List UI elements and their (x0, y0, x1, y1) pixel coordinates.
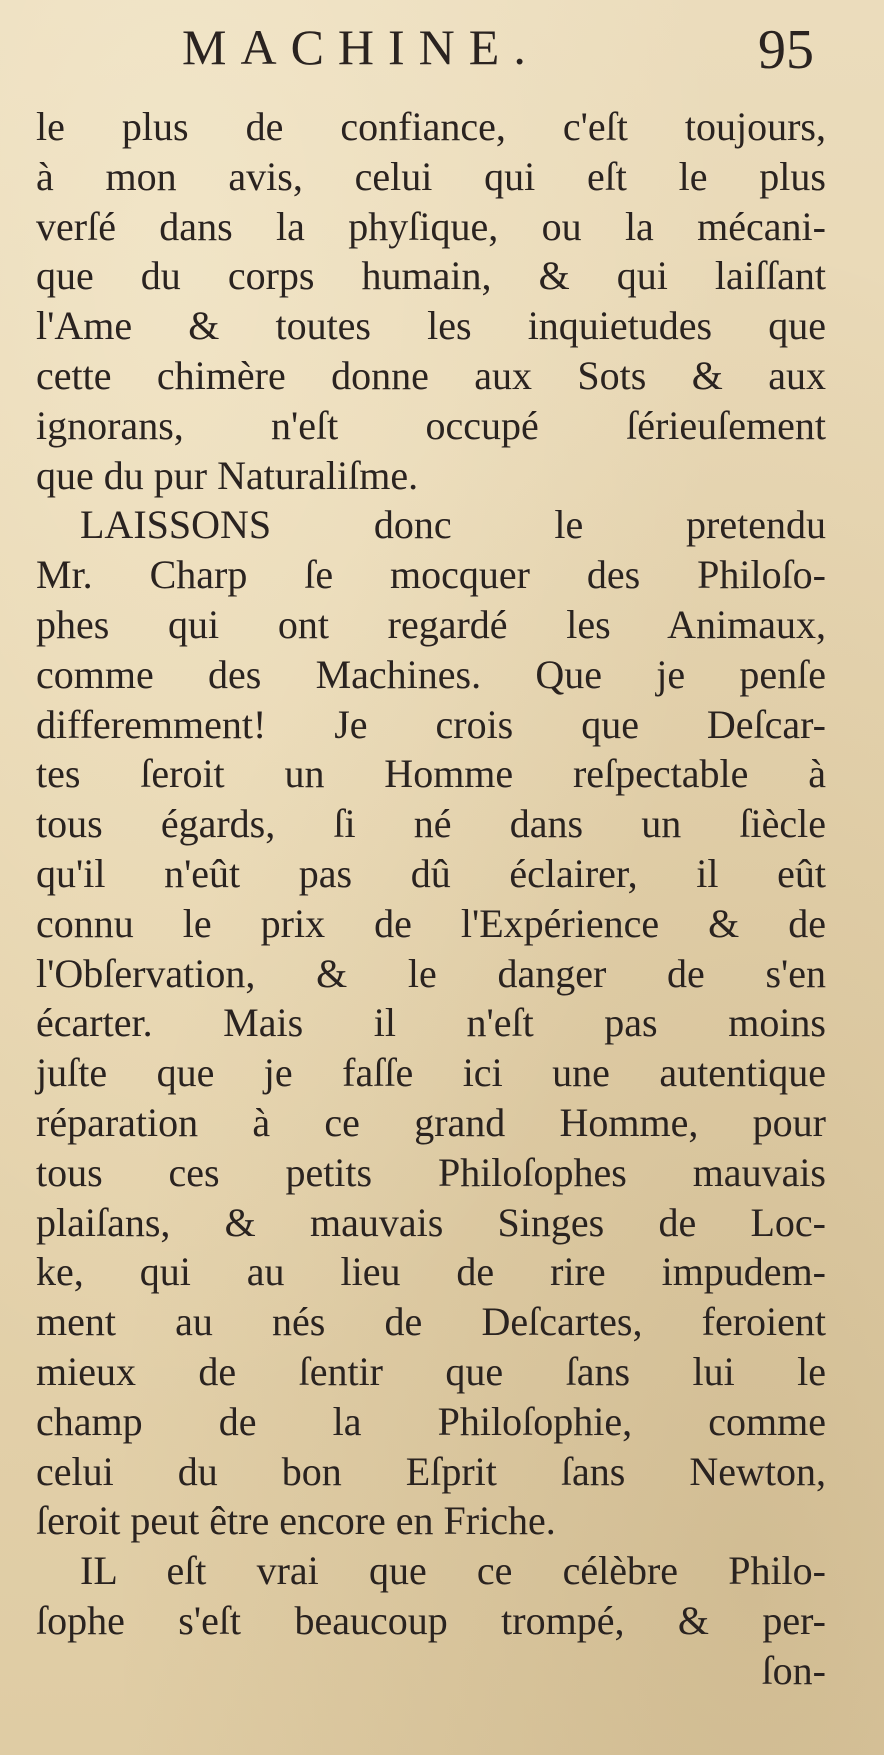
text-line: ke, qui au lieu de rire impudem- (36, 1249, 826, 1295)
page-number: 95 (758, 19, 814, 81)
text-line: l'Ame & toutes les inquietudes que (36, 303, 826, 349)
text-line: ſophe s'eſt beaucoup trompé, & per- (36, 1597, 826, 1643)
text-line: écarter. Mais il n'eſt pas moins (36, 1000, 826, 1046)
text-line: ignorans, n'eſt occupé ſérieuſement (36, 402, 826, 448)
text-line: ment au nés de Deſcartes, feroient (36, 1299, 826, 1345)
text-line: champ de la Philoſophie, comme (36, 1398, 826, 1444)
text-line: cette chimère donne aux Sots & aux (36, 352, 826, 398)
text-line: Mr. Charp ſe mocquer des Philoſo- (36, 552, 826, 598)
text-line: ſeroit peut être encore en Friche. (36, 1498, 556, 1544)
text-line: phes qui ont regardé les Animaux, (36, 601, 826, 647)
text-line: l'Obſervation, & le danger de s'en (36, 950, 826, 996)
text-line: à mon avis, celui qui eſt le plus (36, 153, 826, 199)
text-line: juſte que je faſſe ici une autentique (36, 1050, 826, 1096)
running-title: MACHINE. (182, 19, 540, 75)
text-line: verſé dans la phyſique, ou la mécani- (36, 203, 826, 249)
running-head (0, 18, 884, 88)
text-line: LAISSONS donc le pretendu (80, 502, 826, 548)
text-line: plaiſans, & mauvais Singes de Loc- (36, 1199, 826, 1245)
text-line: que du pur Naturaliſme. (36, 452, 419, 498)
catchword: ſon- (761, 1647, 826, 1693)
text-line: IL eſt vrai que ce célèbre Philo- (80, 1548, 826, 1594)
text-line: tous ces petits Philoſophes mauvais (36, 1149, 826, 1195)
text-line: mieux de ſentir que ſans lui le (36, 1348, 826, 1394)
text-line: differemment! Je crois que Deſcar- (36, 701, 826, 747)
text-line: le plus de confiance, c'eſt toujours, (36, 104, 826, 149)
text-line: que du corps humain, & qui laiſſant (36, 253, 826, 299)
text-line: qu'il n'eût pas dû éclairer, il eût (36, 850, 826, 896)
text-line: tous égards, ſi né dans un ſiècle (36, 801, 826, 847)
text-line: tes ſeroit un Homme reſpectable à (36, 751, 826, 797)
body-text (36, 102, 826, 1696)
text-line: réparation à ce grand Homme, pour (36, 1099, 826, 1145)
text-line: connu le prix de l'Expérience & de (36, 900, 826, 946)
text-line: comme des Machines. Que je penſe (36, 651, 826, 697)
text-line: celui du bon Eſprit ſans Newton, (36, 1448, 826, 1494)
